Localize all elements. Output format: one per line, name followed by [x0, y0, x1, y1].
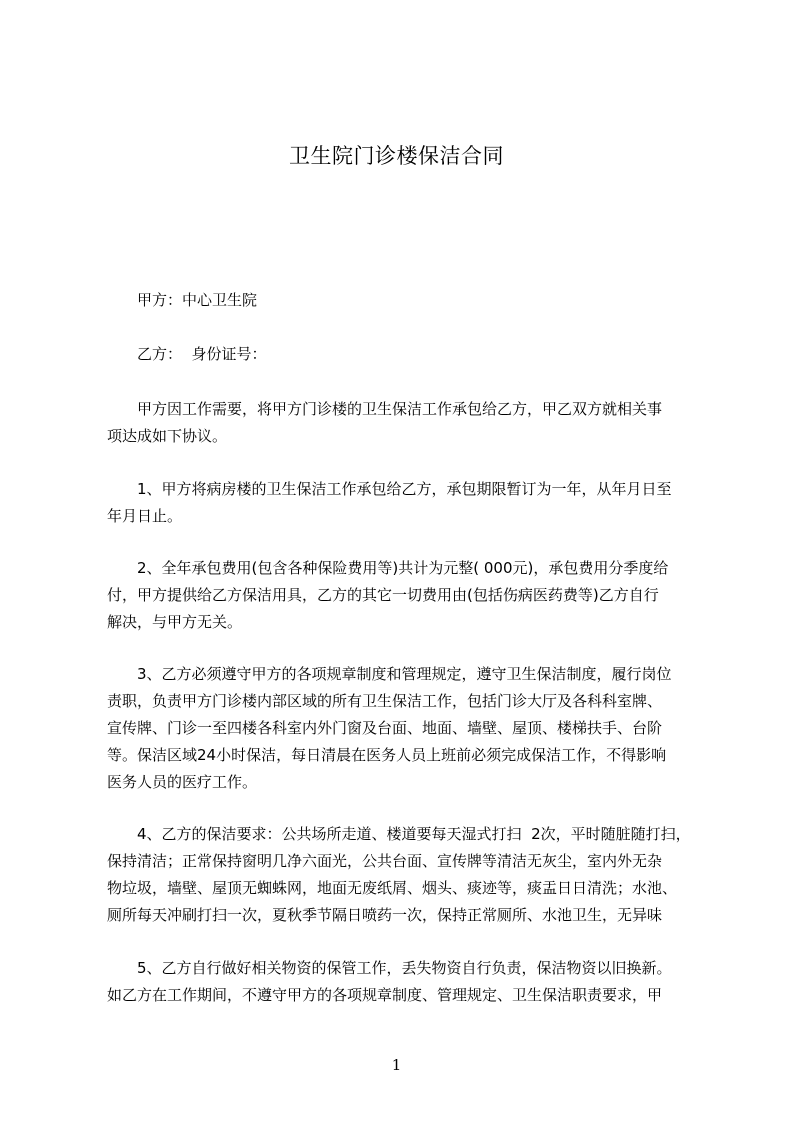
clause-1-line: 年月日止。 [107, 507, 183, 525]
document-title: 卫生院门诊楼保洁合同 [289, 144, 504, 168]
clause-4-line: 4、乙方的保洁要求：公共场所走道、楼道要每天湿式打扫 2次，平时随脏随打扫， [137, 825, 691, 843]
clause-2-line: 2、全年承包费用(包含各种保险费用等)共计为元整( 000元)，承包费用分季度给 [137, 559, 669, 577]
clause-5-line: 如乙方在工作期间，不遵守甲方的各项规章制度、管理规定、卫生保洁职责要求，甲 [107, 986, 663, 1004]
clause-3-line: 医务人员的医疗工作。 [107, 773, 258, 791]
clause-4-line: 物垃圾，墙壁、屋顶无蜘蛛网，地面无废纸屑、烟头、痰迹等，痰盂日日清洗；水池、 [107, 879, 678, 897]
party-b-line: 乙方： 身份证号： [137, 345, 267, 363]
party-a-line: 甲方：中心卫生院 [137, 291, 258, 309]
clause-1-line: 1、甲方将病房楼的卫生保洁工作承包给乙方，承包期限暂订为一年，从年月日至 [137, 480, 672, 498]
intro-line: 项达成如下协议。 [107, 427, 228, 445]
clause-2-line: 付，甲方提供给乙方保洁用具，乙方的其它一切费用由(包括伤病医药费等)乙方自行 [107, 586, 659, 604]
clause-3-line: 3、乙方必须遵守甲方的各项规章制度和管理规定，遵守卫生保洁制度，履行岗位 [137, 665, 672, 683]
clause-3-line: 等。保洁区域24小时保洁，每日清晨在医务人员上班前必须完成保洁工作，不得影响 [107, 746, 667, 764]
clause-3-line: 责职，负责甲方门诊楼内部区域的所有卫生保洁工作，包括门诊大厅及各科科室牌、 [107, 692, 663, 710]
clause-3-line: 宣传牌、门诊一至四楼各科室内外门窗及台面、地面、墙壁、屋顶、楼梯扶手、台阶 [107, 719, 663, 737]
clause-5-line: 5、乙方自行做好相关物资的保管工作，丢失物资自行负责，保洁物资以旧换新。 [137, 959, 672, 977]
clause-4-line: 保持清洁；正常保持窗明几净六面光，公共台面、宣传牌等清洁无灰尘，室内外无杂 [107, 852, 663, 870]
clause-2-line: 解决，与甲方无关。 [107, 613, 243, 631]
clause-4-line: 厕所每天冲刷打扫一次，夏秋季节隔日喷药一次，保持正常厕所、水池卫生，无异味 [107, 906, 663, 924]
intro-line: 甲方因工作需要，将甲方门诊楼的卫生保洁工作承包给乙方，甲乙双方就相关事 [137, 400, 663, 418]
page-number: 1 [391, 1056, 402, 1074]
